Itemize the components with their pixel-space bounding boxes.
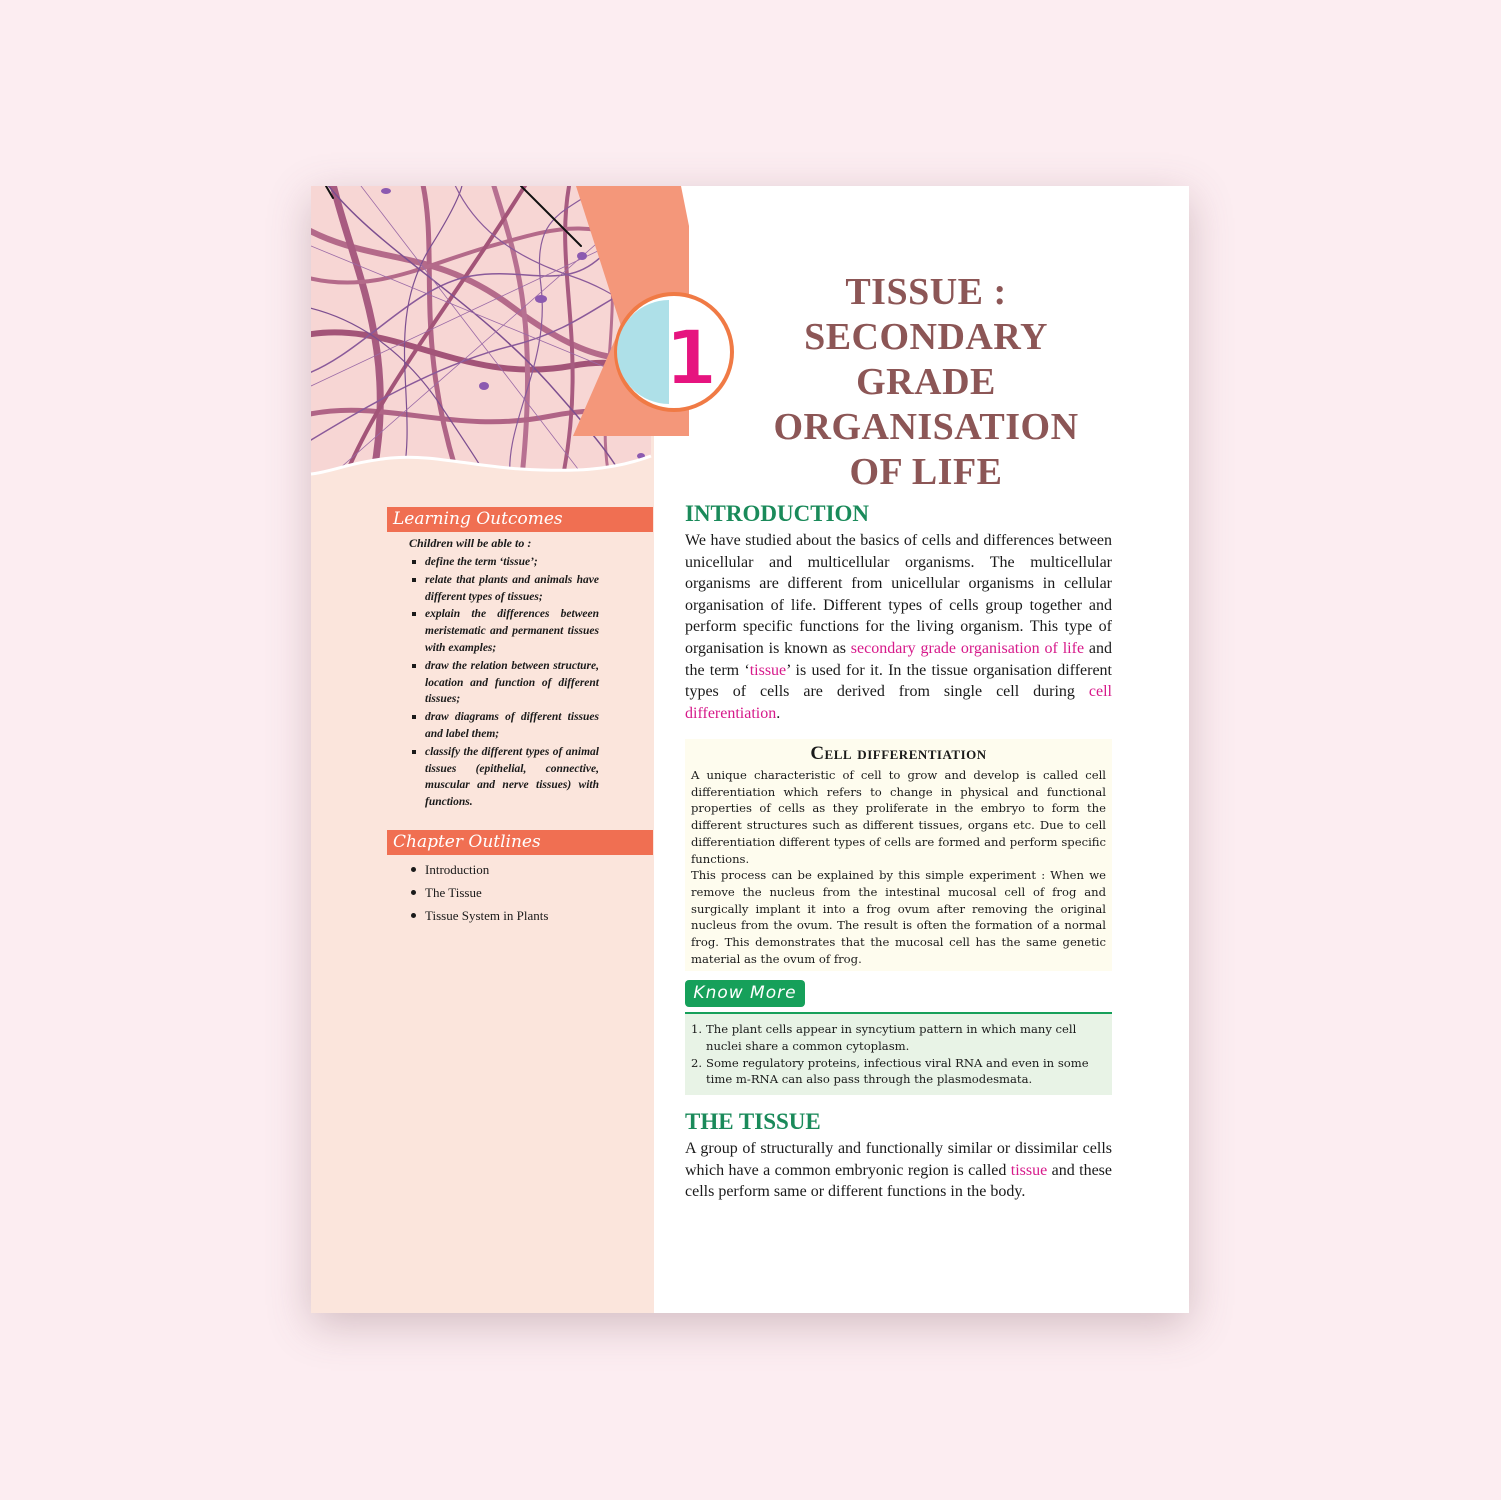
list-item: define the term ‘tissue’;: [409, 554, 599, 571]
highlight-term: secondary grade organisation of life: [850, 639, 1085, 657]
cell-differentiation-text: This process can be explained by this simple experiment : When we remove the nucleus from the intestinal mucosal cell of frog and surgically implant it into a frog ovum after removing the original nucleus from the ovum. The result is often the formation of a normal frog. This demonstrates that the mucosal cell has the same genetic material as the ovum of frog.: [691, 868, 1106, 966]
list-item: explain the differences between meristematic and permanent tissues with examples;: [409, 606, 599, 656]
chapter-number-badge: [616, 294, 732, 410]
highlight-term: tissue: [1010, 1161, 1048, 1179]
list-item: draw the relation between structure, location and function of different tissues;: [409, 658, 599, 708]
the-tissue-section: [685, 1109, 1112, 1203]
cell-differentiation-text: A unique characteristic of cell to grow and develop is called cell differentiation which refers to change in physical and functional properties of cells as they proliferate in the embryo to form the different structures such as different tissues, organs etc. Due to cell differentiation different types of cells are formed and perform specific functions.: [691, 768, 1106, 866]
chapter-outlines-list: [409, 858, 548, 927]
list-item: Tissue System in Plants: [409, 904, 548, 927]
chapter-title-line: ORGANISATION: [773, 406, 1079, 448]
list-item: draw diagrams of different tissues and label them;: [409, 709, 599, 743]
introduction-paragraph: We have studied about the basics of cells and differences between unicellular and multicellular organisms. The multicellular organisms are different from unicellular organisms in cellular organisation of life. Different types of cells group together and perform specific functions for the living organism. This type of organisation is known as secondary grade organisation of life and the term ‘tissue’ is used for it. In the tissue organisation different types of cells are derived from single cell during cell differentiation.: [685, 532, 1113, 722]
chapter-title-line: TISSUE :: [845, 271, 1007, 313]
chapter-title-line: GRADE: [856, 361, 996, 403]
list-item: 1. The plant cells appear in syncytium pattern in which many cell nuclei share a common cytoplasm.: [691, 1022, 1077, 1053]
introduction-section: [685, 501, 1112, 724]
textbook-page: [311, 186, 1189, 1313]
list-item: relate that plants and animals have different types of tissues;: [409, 572, 599, 606]
the-tissue-heading: THE TISSUE: [685, 1109, 821, 1134]
cell-differentiation-heading: Cell differentiation: [810, 743, 987, 764]
chapter-title: [751, 270, 1101, 495]
list-item: classify the different types of animal tissues (epithelial, connective, muscular and nerve tissues) with functions.: [409, 744, 599, 811]
chapter-title-line: SECONDARY: [804, 316, 1048, 358]
learning-outcomes-intro: Children will be able to :: [409, 536, 532, 550]
highlight-term: tissue: [749, 661, 787, 679]
list-item: The Tissue: [409, 881, 548, 904]
highlight-term: cell differentiation: [685, 683, 1112, 722]
tissue-illustration: [311, 186, 718, 486]
chapter-number: 1: [664, 313, 718, 402]
chapter-title-line: OF LIFE: [849, 451, 1003, 493]
know-more-box: [685, 1014, 1112, 1095]
list-item: 2. Some regulatory proteins, infectious viral RNA and even in some time m-RNA can also pass through the plasmodesmata.: [691, 1055, 1089, 1087]
learning-outcomes-list: [409, 554, 599, 812]
introduction-heading: INTRODUCTION: [685, 501, 870, 526]
know-more-badge: Know More: [685, 980, 805, 1007]
know-more-list: [685, 1021, 1112, 1088]
cell-differentiation-box: [685, 739, 1112, 971]
chapter-outlines-heading: Chapter Outlines: [387, 830, 653, 855]
the-tissue-paragraph: A group of structurally and functionally similar or dissimilar cells which have a common embryonic region is called tissue and these cells perform same or different functions in the body.: [685, 1140, 1112, 1201]
learning-outcomes-heading: Learning Outcomes: [387, 507, 653, 532]
list-item: Introduction: [409, 858, 548, 881]
